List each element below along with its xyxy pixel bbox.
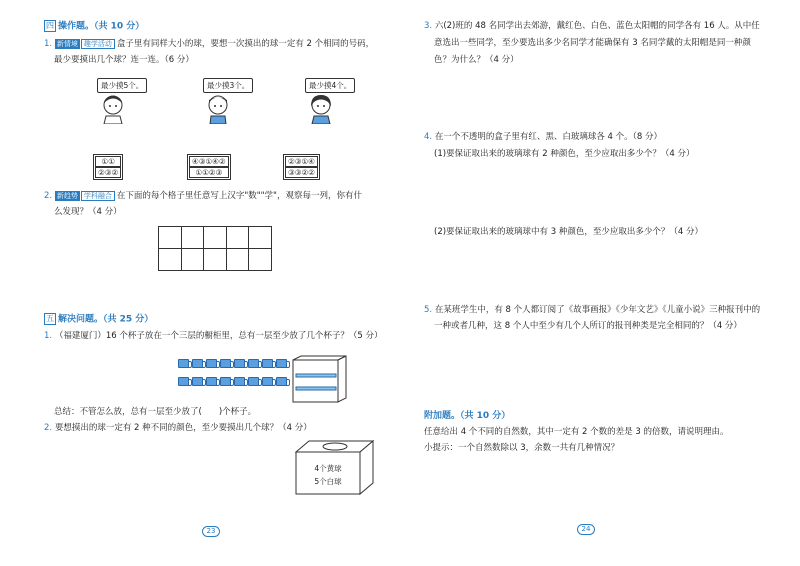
question-3	[424, 20, 760, 32]
tag-subject-fusion: 学科融合	[81, 191, 115, 201]
section-number: 四	[46, 21, 54, 30]
question-3-line3: 色？为什么？（4 分）	[434, 55, 519, 65]
tag-fun-activity: 趣学活动	[81, 39, 115, 49]
question-1-line2: 最少要摸出几个球？连一连。（6 分）	[54, 55, 194, 65]
girl-figure-icon	[100, 94, 126, 124]
question-4-sub1: (1)要保证取出来的玻璃球有 2 种颜色，至少应取出多少个？（4 分）	[434, 149, 695, 159]
grid-cell[interactable]	[204, 249, 227, 271]
cup-icon	[248, 359, 259, 368]
cup-icon	[276, 359, 287, 368]
extra-section-header	[424, 410, 510, 422]
cup-icon	[178, 359, 189, 368]
grid-cell[interactable]	[249, 249, 272, 271]
extra-question-line1: 任意给出 4 个不同的自然数，其中一定有 2 个数的差是 3 的倍数，请说明理由。	[424, 427, 729, 437]
writing-grid[interactable]	[158, 226, 272, 271]
ball-box	[187, 154, 231, 180]
question-number: 2.	[44, 191, 53, 201]
grid-cell[interactable]	[159, 227, 182, 249]
problem-1	[44, 330, 382, 342]
tag-new-situation: 新情境	[56, 40, 78, 48]
question-text: 在下面的每个格子里任意写上汉字"数""学"，观察每一列，你有什	[116, 191, 362, 201]
ball-row: ②③②	[95, 167, 121, 178]
section-number: 五	[46, 314, 54, 323]
extra-question-hint: 小提示：一个自然数除以 3，余数一共有几种情况？	[424, 443, 620, 453]
boy-figure-icon	[205, 94, 231, 124]
section-five-header	[44, 313, 153, 326]
question-number: 3.	[424, 21, 433, 31]
question-2	[44, 190, 362, 202]
question-1	[44, 38, 374, 50]
question-text: （福建厦门）16 个杯子放在一个三层的橱柜里，总有一层至少放了几个杯子？（5 分）	[54, 331, 383, 341]
cups-illustration	[172, 355, 292, 405]
question-text: 在某班学生中，有 8 个人都订阅了《故事画报》《少年文艺》《儿童小说》三种报刊中的	[434, 305, 761, 315]
cup-icon	[220, 377, 231, 386]
speech-bubble: 最少摸5个。	[97, 78, 147, 93]
cup-icon	[248, 377, 259, 386]
girl-figure-icon	[308, 94, 334, 124]
question-number: 4.	[424, 132, 433, 142]
question-2-line2: 么发现？（4 分）	[54, 207, 122, 217]
ball-row: ①①	[95, 156, 121, 167]
cup-icon	[192, 377, 203, 386]
ball-row: ③③②②	[285, 167, 318, 178]
question-number: 2.	[44, 423, 53, 433]
page-number: 24	[577, 524, 595, 535]
box-label-yellow: 4个黄球	[314, 464, 342, 473]
question-4-sub2: (2)要保证取出来的玻璃球中有 3 种颜色，至少应取出多少个？（4 分）	[434, 227, 703, 237]
cabinet-icon	[292, 355, 348, 405]
ball-box-labels	[296, 462, 360, 488]
cup-icon	[262, 377, 273, 386]
cup-icon	[178, 377, 189, 386]
question-number: 1.	[44, 39, 53, 49]
speech-bubble: 最少摸3个。	[203, 78, 253, 93]
cup-icon	[220, 359, 231, 368]
page-number: 23	[202, 526, 220, 537]
grid-cell[interactable]	[182, 227, 205, 249]
grid-cell[interactable]	[249, 227, 272, 249]
grid-cell[interactable]	[227, 227, 250, 249]
question-text: 要想摸出的球一定有 2 种不同的颜色，至少要摸出几个球？（4 分）	[54, 423, 312, 433]
grid-cell[interactable]	[227, 249, 250, 271]
section-title: 解决问题。（共 25 分）	[58, 314, 154, 325]
problem-2	[44, 422, 312, 434]
question-5-line2: 一种或者几种，这 8 个人中至少有几个人所订的报刊种类是完全相同的？（4 分）	[434, 321, 742, 331]
question-5	[424, 304, 760, 316]
question-text: 盒子里有同样大小的球，要想一次摸出的球一定有 2 个相同的号码，	[116, 39, 375, 49]
ball-row: ①①②③	[189, 167, 229, 178]
question-3-line2: 意选出一些同学，至少要选出多少名同学才能确保有 3 名同学戴的太阳帽是同一种颜	[434, 38, 751, 48]
grid-cell[interactable]	[182, 249, 205, 271]
cup-icon	[192, 359, 203, 368]
cup-icon	[276, 377, 287, 386]
question-text: 在一个不透明的盒子里有红、黑、白玻璃球各 4 个。（8 分）	[434, 132, 663, 142]
cup-icon	[262, 359, 273, 368]
question-number: 1.	[44, 331, 53, 341]
cup-icon	[234, 377, 245, 386]
box-label-white: 5个白球	[314, 477, 342, 486]
tag-new-trend: 新趋势	[56, 192, 78, 200]
grid-cell[interactable]	[204, 227, 227, 249]
cup-icon	[206, 377, 217, 386]
section-title: 操作题。（共 10 分）	[58, 21, 145, 32]
speech-bubble: 最少摸4个。	[305, 78, 355, 93]
section-four-header	[44, 20, 144, 33]
problem-1-summary: 总结：不管怎么放，总有一层至少放了( )个杯子。	[54, 407, 257, 417]
question-text: 六(2)班的 48 名同学出去郊游，戴红色、白色、蓝色太阳帽的同学各有 16 人。从中任	[434, 21, 760, 31]
section-title: 附加题。（共 10 分）	[424, 411, 511, 421]
cup-icon	[206, 359, 217, 368]
grid-cell[interactable]	[159, 249, 182, 271]
question-4	[424, 131, 662, 143]
ball-box	[93, 154, 123, 180]
question-number: 5.	[424, 305, 433, 315]
cup-icon	[234, 359, 245, 368]
ball-box	[283, 154, 320, 180]
ball-row: ②③①④	[285, 156, 318, 167]
ball-row: ④③①④②	[189, 156, 229, 167]
